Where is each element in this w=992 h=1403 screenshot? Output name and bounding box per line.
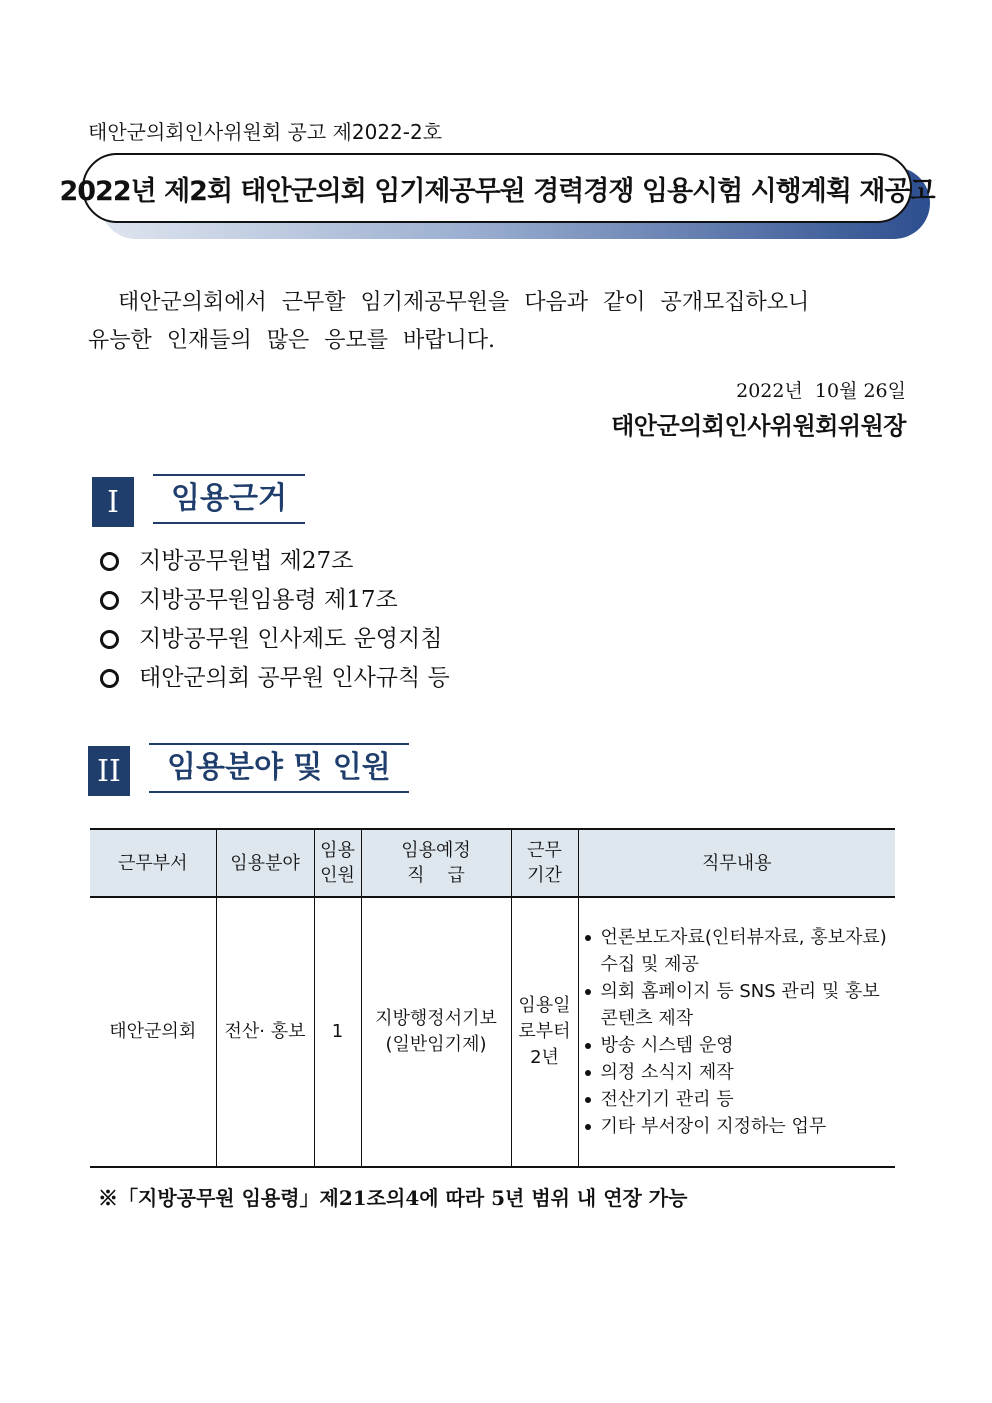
bullet-dot-icon <box>585 1097 591 1103</box>
title-box <box>59 153 935 223</box>
list-item: 의회 홈페이지 등 SNS 관리 및 홍보 콘텐츠 제작 <box>583 978 896 1032</box>
announcement-date: 2022년 10월 26일 <box>736 380 906 402</box>
list-item: 의정 소식지 제작 <box>583 1059 896 1086</box>
document-title: 2022년 제2회 태안군의회 임기제공무원 경력경쟁 임용시험 시행계획 재공고 <box>59 175 935 207</box>
cell-field: 전산· 홍보 <box>216 897 314 1167</box>
section-2-number: II <box>88 746 130 796</box>
list-item: 기타 부서장이 지정하는 업무 <box>583 1113 896 1140</box>
table-header-row <box>90 829 895 897</box>
list-item: 전산기기 관리 등 <box>583 1086 896 1113</box>
bullet-dot-icon <box>585 935 591 941</box>
cell-period: 임용일 로부터 2년 <box>511 897 578 1167</box>
circle-bullet-icon <box>100 591 119 610</box>
header-count: 임용 인원 <box>314 829 361 897</box>
intro-paragraph <box>88 284 908 360</box>
basis-list <box>98 542 450 698</box>
circle-bullet-icon <box>100 552 119 571</box>
notice-number: 태안군의회인사위원회 공고 제2022-2호 <box>88 120 443 144</box>
recruitment-table <box>90 828 895 1168</box>
intro-line-2: 유능한 인재들의 많은 응모를 바랍니다. <box>88 328 495 353</box>
table-row <box>90 897 895 1167</box>
section-2-title: 임용분야 및 인원 <box>149 743 409 793</box>
list-item: 언론보도자료(인터뷰자료, 홍보자료) 수집 및 제공 <box>583 924 896 978</box>
list-item: 방송 시스템 운영 <box>583 1032 896 1059</box>
cell-duties <box>578 897 895 1167</box>
header-duties: 직무내용 <box>578 829 895 897</box>
section-1-title: 임용근거 <box>153 474 305 524</box>
list-item: 태안군의회 공무원 인사규칙 등 <box>98 659 450 698</box>
list-item: 지방공무원법 제27조 <box>98 542 450 581</box>
circle-bullet-icon <box>100 669 119 688</box>
bullet-dot-icon <box>585 1070 591 1076</box>
bullet-dot-icon <box>585 1124 591 1130</box>
header-grade: 임용예정 직 급 <box>361 829 511 897</box>
header-period: 근무 기간 <box>511 829 578 897</box>
circle-bullet-icon <box>100 630 119 649</box>
duties-list <box>579 924 896 1140</box>
bullet-dot-icon <box>585 1043 591 1049</box>
signer: 태안군의회인사위원회위원장 <box>611 412 906 440</box>
cell-dept: 태안군의회 <box>90 897 216 1167</box>
header-dept: 근무부서 <box>90 829 216 897</box>
header-field: 임용분야 <box>216 829 314 897</box>
bullet-dot-icon <box>585 989 591 995</box>
intro-line-1: 태안군의회에서 근무할 임기제공무원을 다음과 같이 공개모집하오니 <box>118 290 810 315</box>
footnote: ※「지방공무원 임용령」제21조의4에 따라 5년 범위 내 연장 가능 <box>98 1186 688 1210</box>
cell-grade: 지방행정서기보 (일반임기제) <box>361 897 511 1167</box>
cell-count: 1 <box>314 897 361 1167</box>
list-item: 지방공무원임용령 제17조 <box>98 581 450 620</box>
section-1-number: I <box>92 477 134 527</box>
title-banner <box>59 153 935 239</box>
list-item: 지방공무원 인사제도 운영지침 <box>98 620 450 659</box>
